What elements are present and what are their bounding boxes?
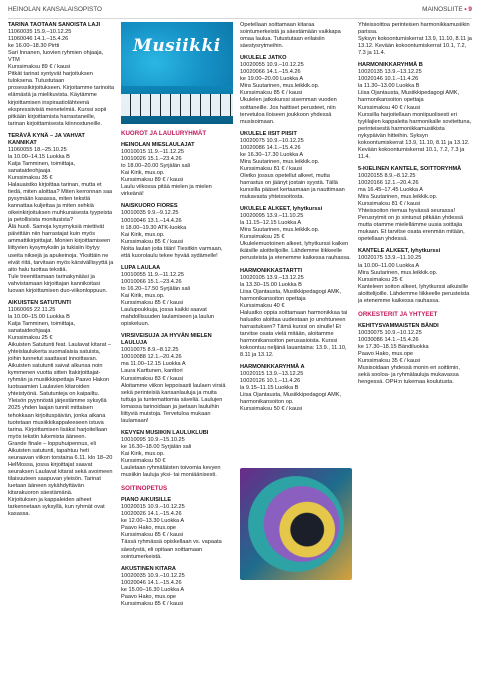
- course-description: 11060055 18.–25.10.25 la 10.00–14.15 Luokka B Katja Tamminen, toimittaja, sanataideohjaaja Kurssimaksu 35 € Halauaistko kirjoittaa tarinan, mutta et tiedä, miten aloittaa? Miten kerronnan saa pysymään kasassa, miten tekstiä kannattaa kuljettaa ja miten sehkiä oikeinkirjoituksen muhkuraisesta tyypeista ja petollisista monitusista? Älä huoli. Samoja kysymyksiä miettivät päivittäin niin harrastajat kuin myös ammattikirjoittajat. Monien kirjoittamiseen liittyvien kysymyksiin ja tukisiin löytyy useita niksejä ja apukeinoja. Yksittäin ne eivät riitä, tarvitaan myös kärsivällisyyttä ja aito halu tuottaa tekstiä. Tule treenittamaan tarinakynääsi ja vahvistamaan kirjoittajan kannikoitasi luovan kirjoittamisen duo-viikonloppuun.: [8, 146, 114, 294]
- column-3: [240, 22, 352, 682]
- course-title: HARMONIKKASTARTTI: [240, 267, 303, 274]
- page-header: [8, 6, 472, 19]
- column-4: [358, 22, 472, 682]
- course-title: 5-KIELINEN KANTELE, SOITTORYHMÄ: [358, 165, 462, 172]
- course-title: AKUSTINEN KITARA: [121, 565, 176, 572]
- course-title: HARMONIKKARYHMÄ B: [358, 62, 423, 69]
- section-heading: KUOROT JA LAULURYHMÄT: [121, 130, 207, 137]
- course-description: 10020035 10.9.–10.12.25 10020046 14.1.–15.4.26 ke 15.00–16.30 Luokka A Paavo Hako, mus.ope Kurssimaksu 85 € / kausi: [121, 572, 185, 607]
- course-title: KEVYEN MUSIIKIN LAULUKLUBI: [121, 429, 209, 436]
- course-title: KEHITYSVAMMAISTEN BÄNDI: [358, 322, 439, 329]
- course-description: 10020015 10.9.–10.12.25 10020026 14.1.–15.4.26 ke 12.00–13.30 Luokka A Paavo Hako, mus.ope Kurssimaksu 85 € / kausi Tässä ryhmässä opiskellaan vs. vapaata säestystä, eli opitaan soittamaan sointumerkeistä.: [121, 504, 222, 560]
- course-description: 10020115 13.9.–13.12.25 10020126 10.1.–11.4.26 la 9.15–11.15 Luokka B Liisa Ojantausta, Musiikkipedagogi AMK, harmonikansoiton op. Kurssimaksu 50 € / kausi: [240, 371, 342, 413]
- course-description: 10020175 13.9.–11.10.25 la 10.00–11.00 Luokka A Mira Suutarinen, mus.leikkik.op. Kurssimaksu 25 € Kanteleen soiton alkeet, lyhytkurssi aikuisille aloittelijoille. Lähdemme liikkeelle perusteista ja etenemme kaikessa rauhassa.: [358, 255, 470, 304]
- course-description: 10010055 11.9.–11.12.25 10010066 15.1.–23.4.26 to 16.20–17.50 Syrjälän sali Kai Kirik, mus.op. Kurssimaksu 85 € / kausi Laulupoukkuja, jossa kaikki saavat mahdollisuuden laulamiseen ja laulun opiskeluun.: [121, 271, 214, 328]
- instrument-photo: [240, 468, 352, 580]
- course-title: UKULELE JATKO: [240, 55, 287, 62]
- course-description: 11060065 22.11.25 la 10.00–15.00 Luokka B Katja Tamminen, toimittaja, sanataideohjaaja Kurssimaksu 25 € Aikuisten Satutunti feat. Laulavat kitarat – yhteislaulukerta suomalaisia satuista, joihin tunnetut saattavat innoittavan. Aikuisten satutunti saivat alkunsa noin kymmenen vuotta sitten Itakirjoittajat-ryhmän ja musiikkiopettaja Paavo Hakon luotsaamien Laulavien kitaroiden yhteistyönä. Satutunteja on kaipailtu. Yleisön pyynnöstä järjestämme syksyllä 2025 yhden laajan tunnit mittaisen tehokkaan kirjoituspäivän, jonka aikana tuotetaan musiikkikappaleeseen istuva tarina. Kirjoittamisen lisäksi harjoitellaan myös tekstin lukemista ääneen. Grande finale – loppuhuipennus, eli Aikuisten satutunti, tapahtuu heti seuraavan viikon torstaina 6.11. klo 18–20 HelMossa, jossa kirjoittajat saavat seuraksen Laulavat kitarat sekä avoimeen tilaisuuteen saapuvan yleisön. Tarinat luetaan ääneen sykähdyttävän kitarakuoron säestämänä. Kirjoituksen ja kappaleiden aiheet tarkennetaan syksyllä, kun ryhmät ovat kasassa.: [8, 306, 113, 518]
- section-heading: ORKESTERIT JA YHTYEET: [358, 310, 438, 318]
- course-description: 10010035 9.9.–9.12.25 10010046 13.1.–14.4.26 ti 18.00–19.30 ATK-luokka Kai Kirik, mus.op. Kurssimaksu 85 € / kausi Noita laulan joita tiiän! Tiesitkin varmaan, että kuorolaulu tekee hyvää sydämelle!: [121, 210, 223, 259]
- course-title: HEINOLAN MIESLAULAJAT: [121, 142, 195, 149]
- publisher-name: HEINOLAN KANSALAISOPISTO: [8, 6, 102, 13]
- hero-title: Musiikki: [133, 36, 221, 56]
- course-title: AIKUISTEN SATUTUNTI: [8, 299, 71, 306]
- course-description: 10010075 8.9.–8.12.25 10010088 12.1.–20.4.26 ma 11.00–12.15 Luokka A Laura Karttunen, kanttori Kurssimaksu 83 € / kausi Aloitamme viikon leppoisasti laulaen virsiä sekä perinteisiä kansanlauluja ja muita tuttuja ja tuntemattomia säveliä. Laulujen lomassa tarinoidaan ja jaetaan lauluihin liittyviä muistoja. Tervetuloa mukaan laulamaan!: [121, 347, 226, 424]
- course-description: 10010015 11.9.–11.12.25 10010026 15.1.–23.4.26 to 18.00–20.00 Syrjälän sali Kai Kirik, mus.op. Kurssimaksu 89 € / kausi Laulu viikossa pitää mielen ja mielen virkeänä!: [121, 149, 212, 198]
- course-description: 10020055 10.9.–10.12.25 10020066 14.1.–15.4.26 ke 19.00–20.00 Luokka A Mira Suutarinen, mus.leikkik.op. Kurssimaksu 85 € / kausi Ukulelen jatkokurssi sisemman vuoden soittaneille. Jos haittiset perusteet, niin tervetuloa iloiseen joukkoon yhdessä musisoimaan.: [240, 62, 337, 125]
- course-title: UKULELE IISIT PIISIT: [240, 130, 297, 137]
- course-description: 10010095 10.9.–15.10.25 ke 16.30–18.00 Syrjälän sali Kai Kirik, mus.op. Kurssimaksu 50 € Lauletaan ryhmäläisten toivomia kevyen musiikin lauluja yksi- tai moniäänisesti.: [121, 436, 221, 479]
- course-description: 10020105 13.9.–13.12.25 la 13.30–15.00 Luokka B Liisa Ojantausta, Musiikkipedagogi AMK, harmonikansoiton opettaja Kurssimaksu 40 € Haluatko oppia soittamaan harmonikkaa tai haluatko aloittaa uudestaan jo unohtuneen harrastuksen? Tämä kurssi on sinulle! Et tarvitse osata vielä mitään, aloitamme harmonikansoiton perusasioista. Kurssi kokoontuu neljänä lauantaina: 13.9., 11.10, 8.11 ja 13.12.: [240, 274, 348, 359]
- course-description: 10030075 10.9.–10.12.25 10030086 14.1.–15.4.26 ke 17.30–18.15 Bändiluokka Paavo Hako, mus.ope Kurssimaksu 35 € / kausi Musisoidaan yhdessä monin eri soittimin, sekä sooloa- ja ryhmälauluja mukavassa hengessä. OPH:n tukemaa koulutusta.: [358, 329, 460, 386]
- course-description: Opetellaan soittamaan kitaraa sointumerkeistä ja säestämään vaikkapa omaa laulua. Tutustutaan erilaisiin säestysrytmeihin.: [240, 22, 341, 50]
- course-title: HARMONIKKARYHMÄ A: [240, 364, 305, 371]
- course-title: LUPA LAULAA: [121, 264, 161, 271]
- course-title: VIRSIVEISUJA JA HYVÄN MIELEN LAULUJA: [121, 333, 212, 347]
- column-1: [8, 22, 114, 682]
- course-description: 10020135 13.9.–13.12.25 10020146 10.1.–11.4.26 la 11.30–13.00 Luokka B Liisa Ojantausta, Musiikkipedagogi AMK, harmonikansoiton opettaja Kurssimaksu 40 € / kausi Kurssilla harjoitellaan moniipuolisesti eri tyylilajien kappaleita harmonikalle sovitettuna, perinteisestä harmonikkamusiikista nykypäivän hitteihin. Syksyn kokoontumiskerrat 13.9, 11.10, 8.11 ja 13.12. Kevään kokoontumiskerrat 10.1, 7.2, 7.3 ja 11.4.: [358, 69, 472, 160]
- course-title: TARINA TAOTAAN SANOISTA LAJI: [8, 22, 101, 28]
- section-heading: SOITINOPETUS: [121, 485, 168, 493]
- course-description: 11060035 15.9.–10.12.25 11060046 14.1.–15.4.26 ke 16.00–18.30 Pirtti Sari Innanen, luovien ryhmien ohjaaja, VTM Kurssimaksu 89 € / kausi Pitkät tarinat syntyvät harjoituksen tuloksena. Tutustutaan prosessikirjoitukseen. Kirjoitamme tarinoita elämästä ja mielikuvista. Käytämme kirjoittamisen inspiraatiolähteenä ekspressiivisiä menetelmiä. Kurssi sopii pitkään kirjoittamista harrastaneille, tarinan kirjoittamisesta kiinnostuneille.: [8, 29, 114, 127]
- course-description: Yhteissoittoa perinteisen harmonikkamusiikin parissa. Syksyn kokoontumiskerrat 13.9, 11.10, 8.11 ja 13.12. Kevään kokoontumiskerrat 10.1, 7.2, 7.3 ja 11.4.: [358, 22, 472, 57]
- course-description: 10020075 10.9.–10.12.25 10020086 14.1.–15.4.26 ke 16.30–17.30 Luokka A Mira Suutarinen, mus.leikkik.op. Kurssimaksu 81 € / kausi Oletko jossus opetellut alkeet, mutta harrastus on jäänyt jostain syystä. Tällä kurssilla pääset kertaamaan ja nauttimaan mukavasta yhteissoitosta.: [240, 137, 345, 201]
- course-title: UKULELE ALKEET, lyhytkurssi: [240, 206, 323, 213]
- course-title: PIANO AIKUISILLE: [121, 497, 172, 504]
- course-title: TERÄVÄ KYNÄ – JA VAHVAT KANNIKAT: [8, 132, 85, 146]
- course-title: NAISKUORO FIORES: [121, 203, 178, 210]
- course-title: KANTELE ALKEET, lyhytkurssi: [358, 248, 441, 255]
- column-2: [121, 22, 233, 682]
- course-description: 10020095 13.9.–11.10.25 la 11.15–12.15 Luokka A Mira Suutarinen, mus.leikkik.op. Kurssimaksu 25 € Ukulelemuotoinen alkeet, lyhytkurssi kaiken ikäisille aloittelijoille. Lähdemme liikkeelle perusteista ja etenemme kaikessa rauhassa.: [240, 213, 351, 262]
- page-label: MAINOSLIITE • 9: [422, 6, 472, 13]
- course-description: 10020155 8.9.–8.12.25 10020166 12.1.–20.4.26 ma 16.45–17.45 Luokka A Mira Suutarinen, mus.leikkik.op. Kurssimaksu 81 € / kausi Yhteissoiton riemua hyvässä seurassa! Perusrytmit on jo sintunut pitkään yhdessä mutta otamme mielellämme uusia soittajia mukaan. Et tarvitse osata erenmän mitään, opetellaan yhdessä.: [358, 172, 465, 243]
